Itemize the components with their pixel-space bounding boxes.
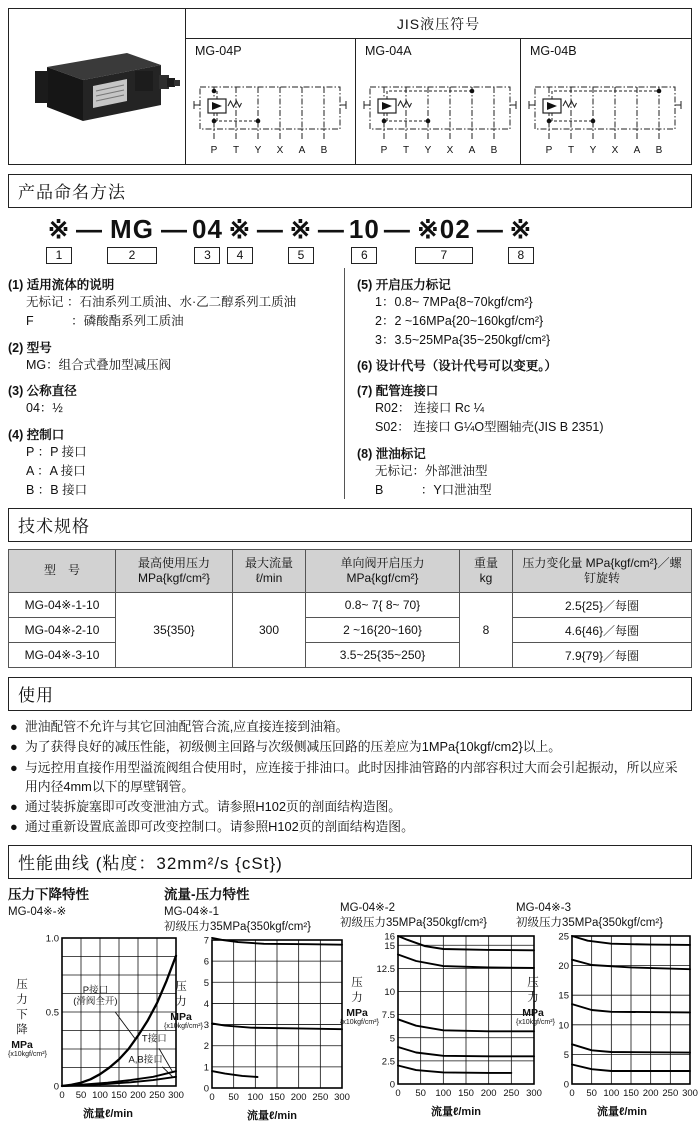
- svg-text:T: T: [567, 145, 575, 156]
- jis-symbols-header: JIS液压符号: [185, 9, 691, 39]
- svg-text:25: 25: [558, 931, 569, 943]
- section-title-usage: 使用: [8, 677, 692, 711]
- svg-text:100: 100: [247, 1092, 264, 1104]
- y-axis-label: 压 力 MPa {x10kgf/cm²}: [516, 977, 555, 1027]
- naming-left-column: [8, 268, 344, 499]
- spec-table: [8, 549, 692, 668]
- svg-text:200: 200: [642, 1088, 659, 1100]
- top-table: [8, 8, 692, 165]
- svg-text:7: 7: [203, 935, 209, 947]
- svg-text:A,B接口: A,B接口: [128, 1054, 163, 1066]
- svg-text:300: 300: [526, 1088, 542, 1100]
- col-max-flow: 最大流量 ℓ/min: [233, 550, 306, 593]
- svg-text:0: 0: [563, 1079, 569, 1091]
- svg-text:2.5: 2.5: [381, 1056, 395, 1068]
- code-dash: —: [76, 214, 103, 244]
- symbol-label: MG-04A: [365, 44, 412, 58]
- jis-symbol-diagram-p: [188, 61, 350, 164]
- svg-text:7.5: 7.5: [381, 1010, 395, 1022]
- chart-block-flow-3: MG-04※-3 初级压力35MPa{350kgf/cm²} 压 力 MPa {x10kgf/cm²} 0 50 100 150 200 250 300 25 20 15 10 5 0 流量ℓ/min: [516, 902, 698, 1119]
- usage-note: ● 为了获得良好的减压性能，初级侧主回路与次级侧减压回路的压差应为1MPa{10kgf/cm2}以上。: [10, 739, 562, 755]
- svg-text:10: 10: [558, 1020, 569, 1032]
- svg-text:5: 5: [389, 1033, 395, 1045]
- svg-text:300: 300: [334, 1092, 350, 1104]
- chart-block-flow-1: 流量-压力特性 MG-04※-1 初级压力35MPa{350kgf/cm²} 压 力 MPa {x10kgf/cm²} 0 50 100 150 200 250 300 7 6 5 4 3 2 1 0 流量ℓ/min: [164, 887, 350, 1123]
- svg-text:150: 150: [269, 1092, 285, 1104]
- jis-symbol-cell-p: [185, 39, 355, 164]
- chart-flow-pressure-2: [374, 930, 542, 1105]
- svg-text:B: B: [655, 145, 663, 156]
- chart-flow-pressure-1: [198, 934, 350, 1109]
- naming-item-4: (4) 控制口 P ：P 接口 A ：A 接口 B ：B 接口: [8, 428, 88, 497]
- usage-note: ● 通过重新设置底盖即可改变控制口。请参照H102页的剖面结构造图。: [10, 819, 414, 835]
- section-title-curves: 性能曲线 (粘度：32mm²/s {cSt}): [8, 845, 692, 879]
- svg-text:0: 0: [59, 1090, 65, 1102]
- code-box-6: 6: [351, 247, 377, 264]
- svg-text:100: 100: [435, 1088, 452, 1100]
- usage-notes: [10, 717, 690, 836]
- svg-text:P: P: [545, 145, 553, 156]
- usage-note: ● 通过装拆旋塞即可改变泄油方式。请参照H102页的剖面结构造图。: [10, 799, 402, 814]
- symbol-label: MG-04B: [530, 44, 577, 58]
- code-segment: ※: [47, 214, 71, 244]
- usage-note: ● 与远控用直接作用型溢流阀组合使用时，应连接于排油口。此时因排油管路的内部容积过大而会引起振动，所以应采用内径4mm以下的厚壁钢管。: [10, 759, 678, 794]
- svg-text:12.5: 12.5: [376, 964, 395, 976]
- svg-text:X: X: [446, 145, 454, 156]
- svg-text:300: 300: [168, 1090, 184, 1102]
- code-box-7: 7: [415, 247, 473, 264]
- svg-text:P: P: [380, 145, 388, 156]
- naming-item-8: (8) 泄油标记 无标记：外部泄油型 B ：Y口泄油型: [357, 446, 492, 497]
- naming-item-1: (1) 适用流体的说明 无标记 ：石油系列工质油、水·乙二醇系列工质油 F ：磷酸酯系列工质油: [8, 278, 297, 328]
- svg-text:X: X: [611, 145, 619, 156]
- spec-row-2: MG-04※-2-10 2 ~16{20~160} 4.6{46}／每圈: [9, 618, 692, 643]
- svg-text:0: 0: [569, 1088, 575, 1100]
- usage-note: ● 泄油配管不允许与其它回油配管合流,应直接连接到油箱。: [10, 719, 349, 735]
- section-title-naming: 产品命名方法: [8, 174, 692, 208]
- svg-text:A: A: [468, 145, 476, 156]
- code-segment: ※: [228, 214, 252, 244]
- naming-item-5: (5) 开启压力标记 1：0.8~ 7MPa{8~70kgf/cm²} 2：2 ~16MPa{20~160kgf/cm²} 3：3.5~25MPa{35~250kgf/cm²}: [357, 278, 551, 347]
- svg-text:200: 200: [130, 1090, 146, 1102]
- svg-text:0.5: 0.5: [45, 1007, 59, 1019]
- chart-flow-pressure-3: [550, 930, 698, 1105]
- code-dash: —: [317, 214, 345, 244]
- y-axis-label: 压 力 MPa {x10kgf/cm²}: [164, 981, 203, 1031]
- svg-text:T: T: [232, 145, 240, 156]
- svg-text:50: 50: [75, 1090, 87, 1102]
- svg-text:Y: Y: [254, 145, 262, 156]
- code-segment: 04: [192, 214, 223, 244]
- svg-text:5: 5: [563, 1050, 569, 1062]
- code-dash: —: [161, 214, 188, 244]
- symbol-label: MG-04P: [195, 44, 242, 58]
- naming-item-3: (3) 公称直径 04：½: [8, 384, 77, 416]
- chart-block-flow-2: MG-04※-2 初级压力35MPa{350kgf/cm²} 压 力 MPa {x10kgf/cm²} 0 50 100 150 200 250 300 16 15 12.5 10 7.5 5 2.5 0 流量ℓ/min: [340, 902, 542, 1119]
- svg-text:(滑阀全开): (滑阀全开): [73, 996, 118, 1008]
- merged-max-flow: 300: [233, 593, 306, 668]
- code-dash: —: [383, 214, 411, 244]
- svg-text:250: 250: [503, 1088, 520, 1100]
- svg-text:1.0: 1.0: [45, 933, 59, 945]
- svg-text:50: 50: [228, 1092, 239, 1104]
- code-segment: ※: [509, 214, 533, 244]
- merged-weight: 8: [460, 593, 513, 668]
- svg-text:250: 250: [662, 1088, 679, 1100]
- code-box-8: 8: [508, 247, 534, 264]
- svg-text:50: 50: [586, 1088, 597, 1100]
- code-box-2: 2: [107, 247, 157, 264]
- svg-text:6: 6: [203, 957, 209, 969]
- svg-text:15: 15: [558, 991, 569, 1003]
- naming-item-6: (6) 设计代号（设计代号可以变更。）: [357, 359, 558, 374]
- code-segment: MG: [110, 214, 154, 244]
- code-box-4: 4: [227, 247, 253, 264]
- svg-text:T: T: [402, 145, 410, 156]
- col-crack-pressure: 单向阀开启压力 MPa{kgf/cm²}: [306, 550, 460, 593]
- svg-text:250: 250: [149, 1090, 165, 1102]
- svg-text:P接口: P接口: [82, 985, 109, 997]
- svg-text:200: 200: [480, 1088, 497, 1100]
- svg-text:3: 3: [203, 1020, 209, 1032]
- svg-text:B: B: [320, 145, 328, 156]
- code-dash: —: [256, 214, 284, 244]
- code-segment: 10: [348, 214, 380, 244]
- svg-text:T接口: T接口: [141, 1033, 167, 1045]
- svg-text:4: 4: [203, 999, 209, 1011]
- svg-text:100: 100: [603, 1088, 620, 1100]
- svg-text:0: 0: [395, 1088, 401, 1100]
- col-weight: 重量 kg: [460, 550, 513, 593]
- charts-area: [8, 883, 698, 1129]
- svg-text:150: 150: [111, 1090, 127, 1102]
- naming-item-7: (7) 配管连接口 R02： 连接口 Rc ¼ S02： 连接口 G¼O型圈轴壳(JIS B 2351): [357, 384, 604, 434]
- merged-max-pressure: 35{350}: [116, 593, 233, 668]
- svg-text:300: 300: [682, 1088, 698, 1100]
- section-title-specs: 技术规格: [8, 508, 692, 542]
- col-model: 型 号: [9, 550, 116, 593]
- code-dash: —: [476, 214, 504, 244]
- code-box-1: 1: [46, 247, 72, 264]
- svg-text:Y: Y: [589, 145, 597, 156]
- jis-symbol-cell-b: [520, 39, 691, 164]
- svg-text:16: 16: [384, 931, 395, 943]
- jis-symbol-cell-a: [355, 39, 520, 164]
- svg-text:1: 1: [203, 1062, 209, 1074]
- code-box-3: 3: [194, 247, 220, 264]
- model-code-row: [44, 215, 692, 264]
- svg-text:0: 0: [209, 1092, 215, 1104]
- svg-text:X: X: [276, 145, 284, 156]
- svg-text:50: 50: [415, 1088, 426, 1100]
- spec-row-3: MG-04※-3-10 3.5~25{35~250} 7.9{79}／每圈: [9, 643, 692, 668]
- naming-item-2: (2) 型号 MG：组合式叠加型减压阀: [8, 340, 172, 372]
- svg-text:20: 20: [558, 961, 569, 973]
- svg-text:P: P: [210, 145, 218, 156]
- chart-block-pressure-drop: 压力下降特性 MG-04※-※ 压 力 下 降 MPa {x10kgf/cm²} 0 50 100 150 200 250 300 1.0 0.5 0 P接口 (滑阀全开) T接口 A,B接口 流量ℓ/min: [8, 887, 184, 1121]
- spec-header-row: [9, 550, 692, 593]
- svg-text:0: 0: [389, 1079, 395, 1091]
- svg-text:0: 0: [203, 1083, 209, 1095]
- svg-text:A: A: [298, 145, 306, 156]
- naming-right-column: [344, 268, 692, 499]
- svg-text:2: 2: [203, 1041, 209, 1053]
- svg-text:250: 250: [312, 1092, 329, 1104]
- naming-columns: [8, 268, 692, 499]
- svg-text:10: 10: [384, 987, 395, 999]
- code-segment: ※: [289, 214, 313, 244]
- svg-text:150: 150: [623, 1088, 639, 1100]
- valve-photo-illustration: [9, 9, 185, 164]
- code-segment: ※02: [416, 214, 471, 244]
- svg-text:100: 100: [92, 1090, 108, 1102]
- svg-text:150: 150: [458, 1088, 474, 1100]
- jis-symbol-diagram-a: [358, 61, 520, 164]
- svg-text:A: A: [633, 145, 641, 156]
- svg-text:0: 0: [53, 1081, 59, 1093]
- col-pressure-change: 压力变化量 MPa{kgf/cm²}／螺钉旋转: [513, 550, 692, 593]
- spec-row-1: MG-04※-1-10 35{350} 300 0.8~ 7{ 8~ 70} 8 2.5{25}／每圈: [9, 593, 692, 618]
- svg-text:15: 15: [384, 941, 395, 953]
- code-box-5: 5: [288, 247, 314, 264]
- svg-text:200: 200: [290, 1092, 307, 1104]
- y-axis-label: 压 力 MPa {x10kgf/cm²}: [340, 977, 379, 1027]
- y-axis-label: 压 力 下 降 MPa {x10kgf/cm²}: [8, 979, 47, 1059]
- product-photo: [9, 9, 185, 164]
- svg-text:5: 5: [203, 978, 209, 990]
- jis-symbol-diagram-b: [523, 61, 685, 164]
- svg-text:Y: Y: [424, 145, 432, 156]
- svg-text:B: B: [490, 145, 498, 156]
- col-max-pressure: 最高使用压力 MPa{kgf/cm²}: [116, 550, 233, 593]
